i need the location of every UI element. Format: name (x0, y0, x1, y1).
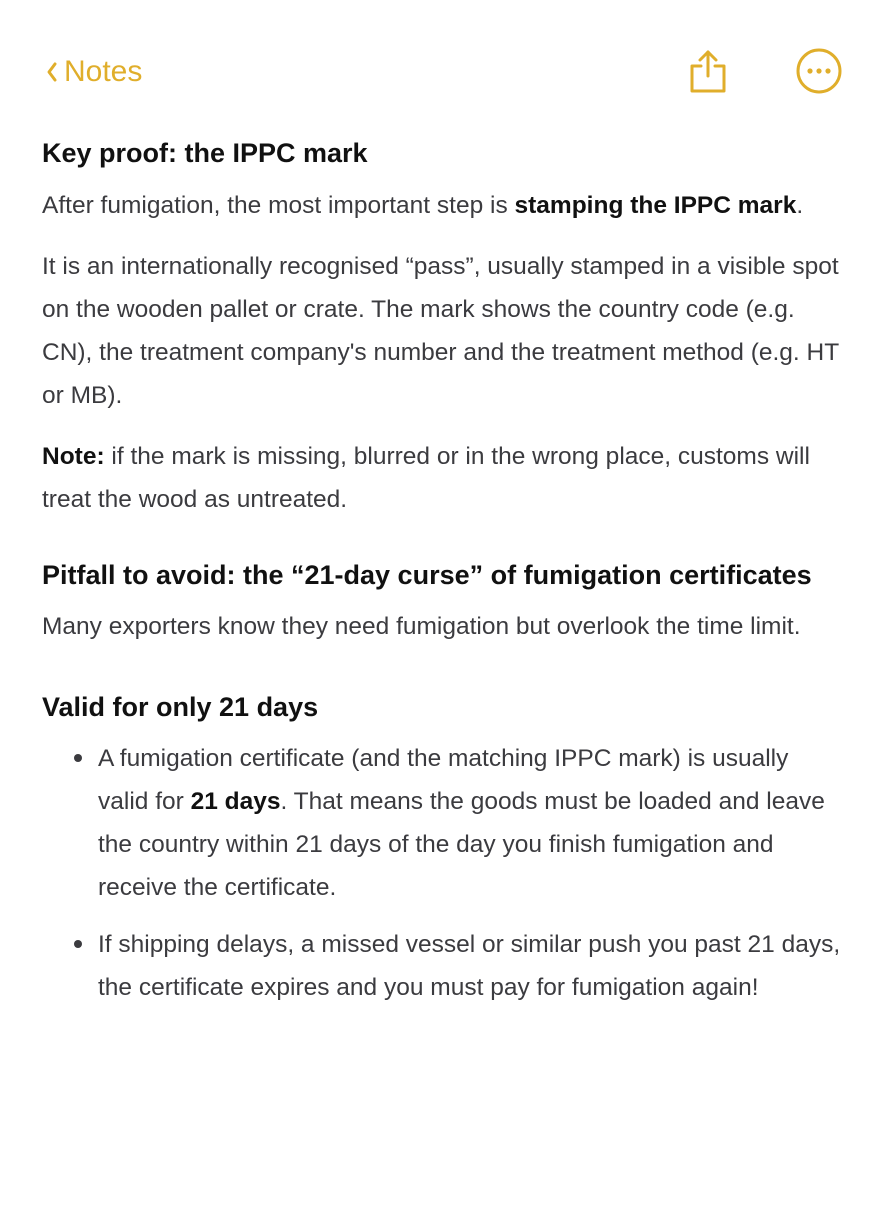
share-icon[interactable] (686, 46, 730, 96)
note-body[interactable] (42, 130, 842, 1023)
paragraph-fumigation-step: After fumigation, the most important step is stamping the IPPC mark. (42, 192, 804, 219)
bullet-list (42, 737, 842, 1009)
more-icon[interactable] (794, 46, 844, 96)
list-item: A fumigation certificate (and the matching IPPC mark) is usually valid for 21 days. That means the goods must be loaded and leave the country within 21 days of the day you finish fumigation and receive the certificate. (98, 737, 842, 909)
chevron-left-icon (42, 52, 64, 92)
heading-ippc-mark: Key proof: the IPPC mark (42, 138, 368, 168)
paragraph-time-limit: Many exporters know they need fumigation but overlook the time limit. (42, 613, 801, 640)
paragraph-note: Note: if the mark is missing, blurred or in the wrong place, customs will treat the wood as untreated. (42, 443, 810, 513)
heading-valid-21-days: Valid for only 21 days (42, 692, 319, 722)
back-button[interactable] (42, 52, 142, 92)
bullet-icon (74, 940, 82, 948)
paragraph-ippc-description: It is an internationally recognised “pass”, usually stamped in a visible spot on the wooden pallet or crate. The mark shows the country code (e.g. CN), the treatment company's number and the treatment method (e.g. HT or MB). (42, 253, 839, 409)
back-label: Notes (64, 55, 143, 88)
navigation-bar (0, 0, 880, 130)
list-item: If shipping delays, a missed vessel or similar push you past 21 days, the certificate expires and you must pay for fumigation again! (98, 923, 842, 1009)
heading-pitfall: Pitfall to avoid: the “21-day curse” of fumigation certificates (42, 560, 812, 590)
bullet-icon (74, 754, 82, 762)
